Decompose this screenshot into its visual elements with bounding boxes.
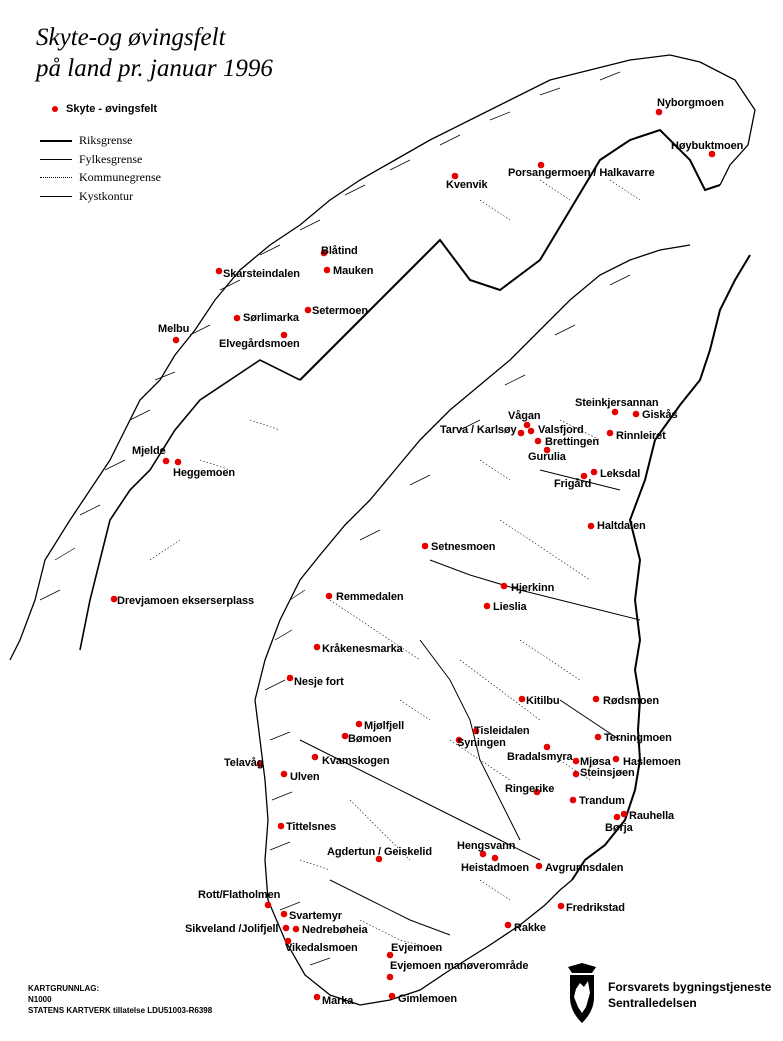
legend-label: Riksgrense (79, 133, 133, 147)
credits-line3: STATENS KARTVERK tillatelse LDU51003-R6398 (28, 1006, 213, 1015)
site-marker (593, 696, 600, 703)
site-marker (281, 911, 288, 918)
site-label: Haltdalen (597, 520, 646, 532)
site-marker (389, 993, 396, 1000)
site-label: Kråkenesmarka (322, 643, 403, 655)
site-marker (314, 644, 321, 651)
site-marker (536, 863, 543, 870)
agency-line2: Sentralledelsen (608, 996, 697, 1010)
site-label: Blåtind (321, 245, 358, 257)
site-label: Porsangermoen / Halkavarre (508, 167, 655, 179)
site-label: Evjemoen manøverområde (390, 960, 529, 972)
site-label: Mjelde (132, 445, 166, 457)
site-label: Lieslia (493, 601, 527, 613)
site-label: Sikveland /Jolifjell (185, 923, 279, 935)
site-label: Mjøsa (580, 756, 611, 768)
site-marker (591, 469, 598, 476)
site-label: Telavåg (224, 757, 264, 769)
site-label: Rott/Flatholmen (198, 889, 281, 901)
site-label: Kitilbu (526, 695, 560, 707)
site-marker (281, 771, 288, 778)
site-label: Mjølfjell (364, 720, 405, 732)
site-label: Frigård (554, 478, 592, 490)
site-marker (492, 855, 499, 862)
site-label: Hjerkinn (511, 582, 555, 594)
site-marker (544, 744, 551, 751)
site-marker (570, 797, 577, 804)
legend-kommunegrense (40, 170, 161, 185)
site-marker (484, 603, 491, 610)
legend-riksgrense (40, 133, 132, 148)
site-marker (518, 430, 525, 437)
site-label: Gurulia (528, 451, 566, 463)
site-label: Fredrikstad (566, 902, 625, 914)
site-marker (314, 994, 321, 1001)
site-label: Steinsjøen (580, 767, 635, 779)
site-marker (614, 814, 621, 821)
site-label: Tisleidalen (474, 725, 530, 737)
site-label: Terningmoen (604, 732, 672, 744)
legend-label: Fylkesgrense (79, 152, 143, 166)
site-label: Drevjamoen ekserserplass (117, 595, 255, 607)
site-marker (528, 428, 535, 435)
site-marker (573, 771, 580, 778)
site-label: Nyborgmoen (657, 97, 724, 109)
site-markers (111, 109, 716, 1001)
dotted-line-icon (40, 177, 72, 178)
site-label: Brettingen (545, 436, 600, 448)
site-label: Gimlemoen (398, 993, 458, 1005)
agency-line1: Forsvarets bygningstjeneste (608, 980, 772, 994)
site-label: Syningen (457, 737, 506, 749)
site-label: Agdertun / Geiskelid (327, 846, 432, 858)
site-marker (612, 409, 619, 416)
site-label: Sørlimarka (243, 312, 299, 324)
site-label: Melbu (158, 323, 190, 335)
legend-site-marker (52, 103, 157, 115)
site-label: Leksdal (600, 468, 641, 480)
border-sweden (572, 255, 750, 880)
site-marker (588, 523, 595, 530)
thin-line-icon (40, 196, 72, 197)
site-marker (283, 925, 290, 932)
site-marker (173, 337, 180, 344)
site-label: Nesje fort (294, 676, 344, 688)
legend-label: Kystkontur (79, 189, 133, 203)
site-label: Kvenvik (446, 179, 488, 191)
site-label: Nedrebøheia (302, 924, 368, 936)
site-label: Valsfjord (538, 424, 584, 436)
site-marker (621, 811, 628, 818)
site-marker (216, 268, 223, 275)
site-marker (519, 696, 526, 703)
site-label: Evjemoen (391, 942, 443, 954)
site-label: Rakke (514, 922, 546, 934)
site-marker (524, 422, 531, 429)
site-marker (234, 315, 241, 322)
site-marker (293, 926, 300, 933)
site-label: Giskås (642, 409, 678, 421)
site-label: Setermoen (312, 305, 368, 317)
site-label: Heistadmoen (461, 862, 529, 874)
site-marker (422, 543, 429, 550)
credits-line2: N1000 (28, 995, 52, 1004)
site-marker (324, 267, 331, 274)
site-marker (312, 754, 319, 761)
site-label: Børja (605, 822, 633, 834)
site-label: Ulven (290, 771, 320, 783)
municipal-borders (150, 180, 640, 950)
site-label: Ringerike (505, 783, 555, 795)
site-marker (558, 903, 565, 910)
site-label: Marka (322, 995, 354, 1007)
site-label: Vikedalsmoen (285, 942, 358, 954)
thin-line-icon (40, 159, 72, 160)
site-label: Skarsteindalen (223, 268, 300, 280)
site-label: Vågan (508, 410, 541, 422)
site-label: Steinkjersannan (575, 397, 659, 409)
site-marker (656, 109, 663, 116)
credits-line1: KARTGRUNNLAG: (28, 984, 100, 993)
legend-site-label: Skyte - øvingsfelt (66, 103, 158, 115)
site-marker (633, 411, 640, 418)
site-label: Haslemoen (623, 756, 681, 768)
site-marker (326, 593, 333, 600)
site-label: Avgrunnsdalen (545, 862, 624, 874)
site-label: Svartemyr (289, 910, 342, 922)
agency-name (608, 979, 771, 1011)
map-credits (28, 983, 212, 1016)
site-label: Hengsvann (457, 840, 516, 852)
agency-crest-icon (564, 963, 600, 1027)
map-title-line2: på land pr. januar 1996 (36, 55, 273, 82)
site-label: Setnesmoen (431, 541, 496, 553)
site-marker (501, 583, 508, 590)
site-label: Bømoen (348, 733, 392, 745)
red-dot-icon (52, 106, 58, 112)
site-marker (607, 430, 614, 437)
site-label: Elvegårdsmoen (219, 338, 300, 350)
legend-kystkontur (40, 189, 133, 204)
site-marker (287, 675, 294, 682)
site-label: Rødsmoen (603, 695, 660, 707)
site-label: Rauhella (629, 810, 675, 822)
site-label: Rinnleiret (616, 430, 666, 442)
site-label: Tarva / Karlsøy (440, 424, 517, 436)
site-marker (505, 922, 512, 929)
legend-label: Kommunegrense (79, 170, 161, 184)
site-marker (595, 734, 602, 741)
site-label: Trandum (579, 795, 625, 807)
site-label: Bradalsmyra (507, 751, 573, 763)
site-marker (535, 438, 542, 445)
site-marker (163, 458, 170, 465)
legend-fylkesgrense (40, 152, 142, 167)
map-title-line1: Skyte-og øvingsfelt (36, 24, 226, 51)
site-marker (278, 823, 285, 830)
site-marker (573, 758, 580, 765)
site-marker (613, 756, 620, 763)
site-marker (175, 459, 182, 466)
site-label: Kvamskogen (322, 755, 390, 767)
site-label: Mauken (333, 265, 374, 277)
site-marker (387, 974, 394, 981)
site-marker (305, 307, 312, 314)
site-label: Heggemoen (173, 467, 236, 479)
site-label: Høybuktmoen (671, 140, 744, 152)
thick-line-icon (40, 140, 72, 142)
site-label: Tittelsnes (286, 821, 337, 833)
site-marker (265, 902, 272, 909)
site-label: Remmedalen (336, 591, 404, 603)
site-marker (356, 721, 363, 728)
